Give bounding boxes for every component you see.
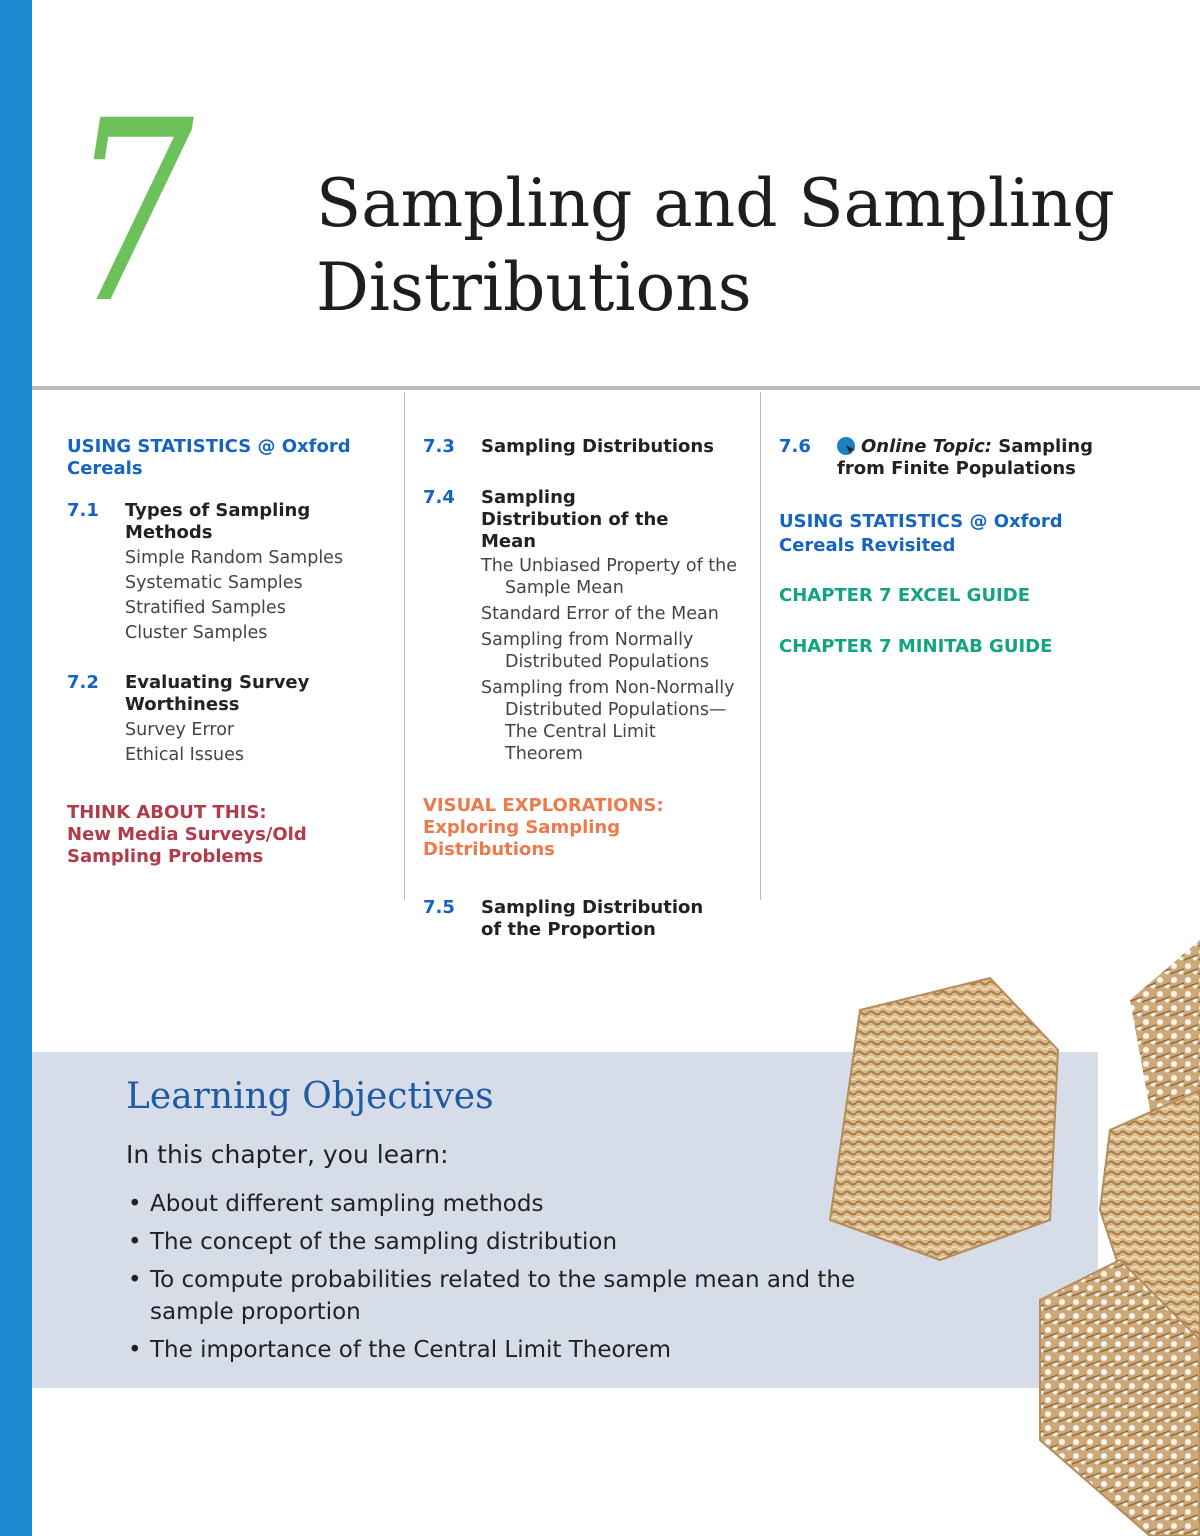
subsection-item[interactable]: Ethical Issues [125, 745, 245, 765]
subsection-item[interactable]: Simple Random Samples [125, 548, 344, 568]
toc-subsections-7-2 [125, 718, 387, 768]
toc-section-7-3[interactable] [423, 436, 753, 458]
chapter-title-line1: Sampling and Sampling [316, 165, 1115, 242]
toc-column-1 [67, 436, 387, 868]
toc-section-7-6[interactable] [779, 436, 1139, 480]
think-about-this-title[interactable]: New Media Surveys/Old Sampling Problems [67, 824, 307, 867]
toc-section-7-5[interactable] [423, 897, 753, 941]
toc-column-2 [423, 436, 753, 941]
toc-section-7-1[interactable] [67, 500, 387, 544]
visual-explorations-heading[interactable]: VISUAL EXPLORATIONS: [423, 795, 664, 816]
cereal-photo [820, 920, 1200, 1536]
subsection-item[interactable]: Standard Error of the Mean [481, 604, 719, 624]
subsection-item[interactable]: The Unbiased Property of the Sample Mean [481, 556, 738, 598]
learning-objectives-intro: In this chapter, you learn: [126, 1140, 449, 1169]
subsection-item[interactable]: Cluster Samples [125, 623, 268, 643]
chapter-title-line2: Distributions [316, 249, 752, 326]
toc-section-7-2[interactable] [67, 672, 387, 716]
section-title: Sampling Distribution of the Proportion [481, 897, 704, 940]
section-number: 7.4 [423, 487, 455, 508]
subsection-item[interactable]: Survey Error [125, 720, 235, 740]
using-statistics-heading[interactable]: USING STATISTICS @ Oxford Cereals [67, 436, 351, 479]
objective-item: • The concept of the sampling distribution [126, 1226, 906, 1258]
toc-subsections-7-4 [481, 555, 751, 765]
visual-explorations-title[interactable]: Exploring Sampling Distributions [423, 817, 621, 860]
learning-objectives-list [126, 1188, 906, 1372]
subsection-item[interactable]: Systematic Samples [125, 573, 303, 593]
online-topic-title: Sampling from Finite Populations [837, 436, 1094, 479]
section-title: Sampling Distributions [481, 436, 714, 457]
section-title: Types of Sampling Methods [125, 500, 311, 543]
toc-section-7-4[interactable] [423, 487, 753, 553]
subsection-item[interactable]: Stratified Samples [125, 598, 286, 618]
section-number: 7.6 [779, 436, 811, 457]
subsection-item[interactable]: Sampling from Normally Distributed Populations [481, 630, 709, 672]
section-number: 7.2 [67, 672, 99, 693]
section-number: 7.3 [423, 436, 455, 457]
section-number: 7.1 [67, 500, 99, 521]
objective-item: • The importance of the Central Limit Theorem [126, 1334, 906, 1366]
header-divider [32, 386, 1200, 390]
toc-subsections-7-1 [125, 546, 387, 646]
column-rule-1 [404, 392, 405, 900]
minitab-guide-link[interactable]: CHAPTER 7 MINITAB GUIDE [779, 636, 1053, 657]
objective-item: • About different sampling methods [126, 1188, 906, 1220]
chapter-number: 7 [70, 67, 195, 358]
section-number: 7.5 [423, 897, 455, 918]
section-title [837, 436, 1117, 480]
using-statistics-revisited[interactable]: USING STATISTICS @ Oxford Cereals Revisited [779, 511, 1063, 556]
online-topic-label: Online Topic: [861, 436, 992, 457]
cereal-biscuit [830, 978, 1058, 1260]
excel-guide-link[interactable]: CHAPTER 7 EXCEL GUIDE [779, 585, 1030, 606]
subsection-item[interactable]: Sampling from Non-Normally Distributed Populations— The Central Limit Theorem [481, 678, 735, 764]
learning-objectives-title: Learning Objectives [126, 1076, 494, 1117]
online-globe-icon [837, 437, 855, 455]
column-rule-2 [760, 392, 761, 900]
objective-item: • To compute probabilities related to the sample mean and the sample proportion [126, 1264, 906, 1328]
section-title: Evaluating Survey Worthiness [125, 672, 310, 715]
think-about-this-heading[interactable]: THINK ABOUT THIS: [67, 802, 267, 823]
left-accent-bar [0, 0, 32, 1536]
section-title: Sampling Distribution of the Mean [481, 487, 669, 552]
toc-column-3 [779, 436, 1139, 658]
chapter-title [316, 162, 1176, 330]
